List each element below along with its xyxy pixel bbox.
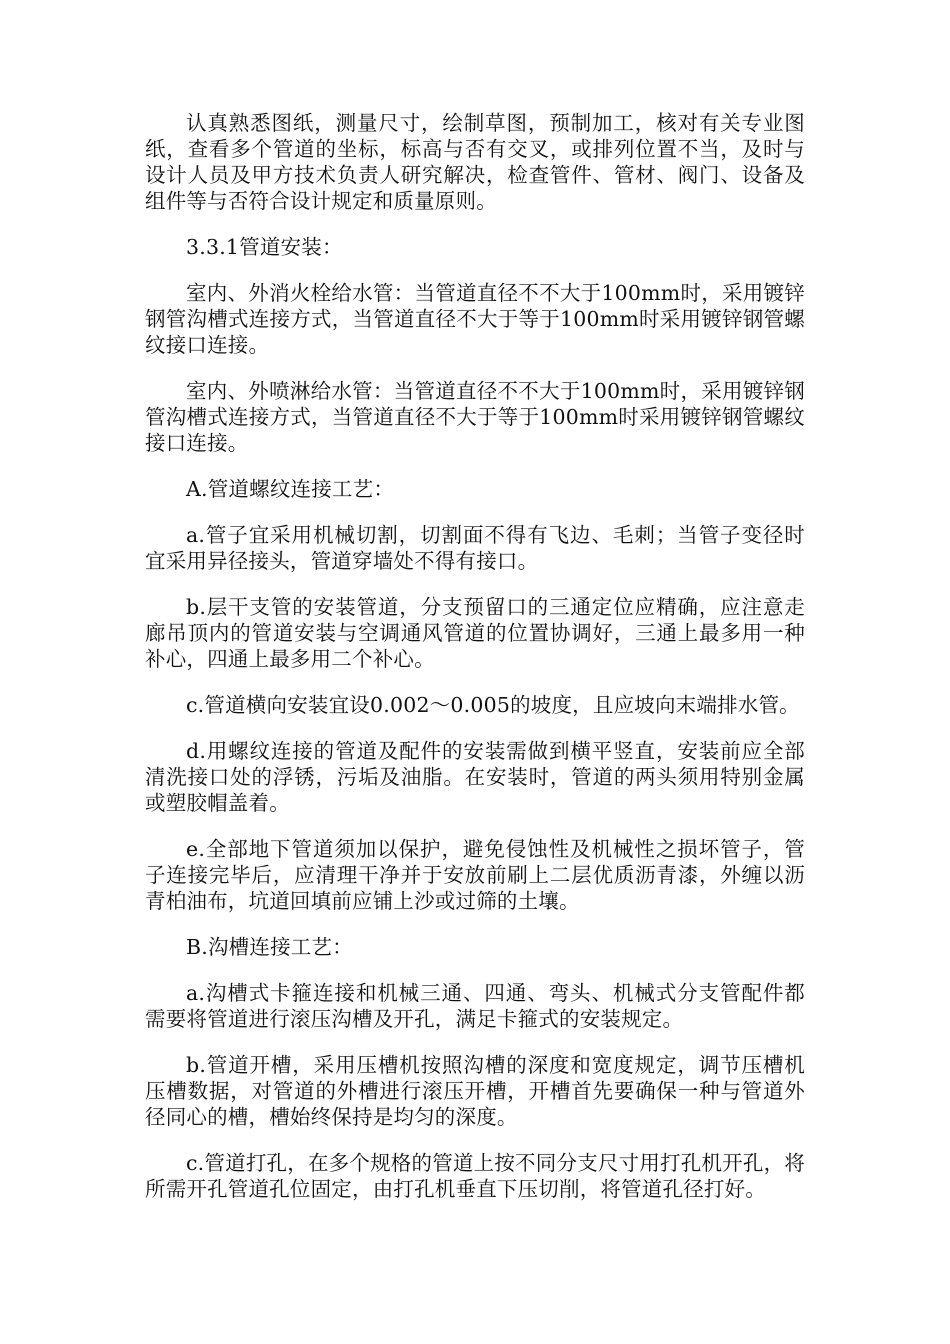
list-item-groove-a: a.沟槽式卡箍连接和机械三通、四通、弯头、机械式分支管配件都需要将管道进行滚压沟槽及开孔，满足卡箍式的安装规定。 (145, 981, 805, 1031)
paragraph-intro: 认真熟悉图纸，测量尺寸，绘制草图，预制加工，核对有关专业图纸，查看多个管道的坐标，标高与否有交叉，或排列位置不当，及时与设计人员及甲方技术负责人研究解决，检查管件、管材、阀门、设备及组件等与否符合设计规定和质量原则。 (145, 111, 805, 213)
subheading-threaded-connection: A.管道螺纹连接工艺： (186, 477, 395, 501)
list-item-groove-c: c.管道打孔，在多个规格的管道上按不同分支尺寸用打孔机开孔，将所需开孔管道孔位固定，由打孔机垂直下压切削，将管道孔径打好。 (145, 1151, 805, 1201)
section-heading-pipe-installation: 3.3.1管道安装： (186, 235, 343, 259)
list-item-threaded-c: c.管道横向安装宜设0.002～0.005的坡度，且应坡向末端排水管。 (186, 693, 800, 717)
subheading-groove-connection: B.沟槽连接工艺： (186, 935, 353, 959)
paragraph-sprinkler-water-pipe: 室内、外喷淋给水管：当管道直径不不大于100mm时，采用镀锌钢管沟槽式连接方式，当管道直径不大于等于100mm时采用镀锌钢管螺纹接口连接。 (145, 379, 805, 455)
list-item-groove-b: b.管道开槽，采用压槽机按照沟槽的深度和宽度规定，调节压槽机压槽数据，对管道的外槽进行滚压开槽，开槽首先要确保一种与管道外径同心的槽，槽始终保持是均匀的深度。 (145, 1053, 805, 1129)
list-item-threaded-a: a.管子宜采用机械切割，切割面不得有飞边、毛刺；当管子变径时宜采用异径接头，管道穿墙处不得有接口。 (145, 523, 805, 573)
paragraph-hydrant-water-pipe: 室内、外消火栓给水管：当管道直径不不大于100mm时，采用镀锌钢管沟槽式连接方式，当管道直径不大于等于100mm时采用镀锌钢管螺纹接口连接。 (145, 281, 805, 357)
list-item-threaded-b: b.层干支管的安装管道，分支预留口的三通定位应精确，应注意走廊吊顶内的管道安装与空调通风管道的位置协调好，三通上最多用一种补心，四通上最多用二个补心。 (145, 595, 805, 671)
list-item-threaded-e: e.全部地下管道须加以保护，避免侵蚀性及机械性之损坏管子，管子连接完毕后，应清理干净并于安放前刷上二层优质沥青漆，外缠以沥青柏油布，坑道回填前应铺上沙或过筛的土壤。 (145, 837, 805, 913)
list-item-threaded-d: d.用螺纹连接的管道及配件的安装需做到横平竖直，安装前应全部清洗接口处的浮锈，污垢及油脂。在安装时，管道的两头须用特别金属或塑胶帽盖着。 (145, 739, 805, 815)
document-body (145, 110, 805, 1222)
